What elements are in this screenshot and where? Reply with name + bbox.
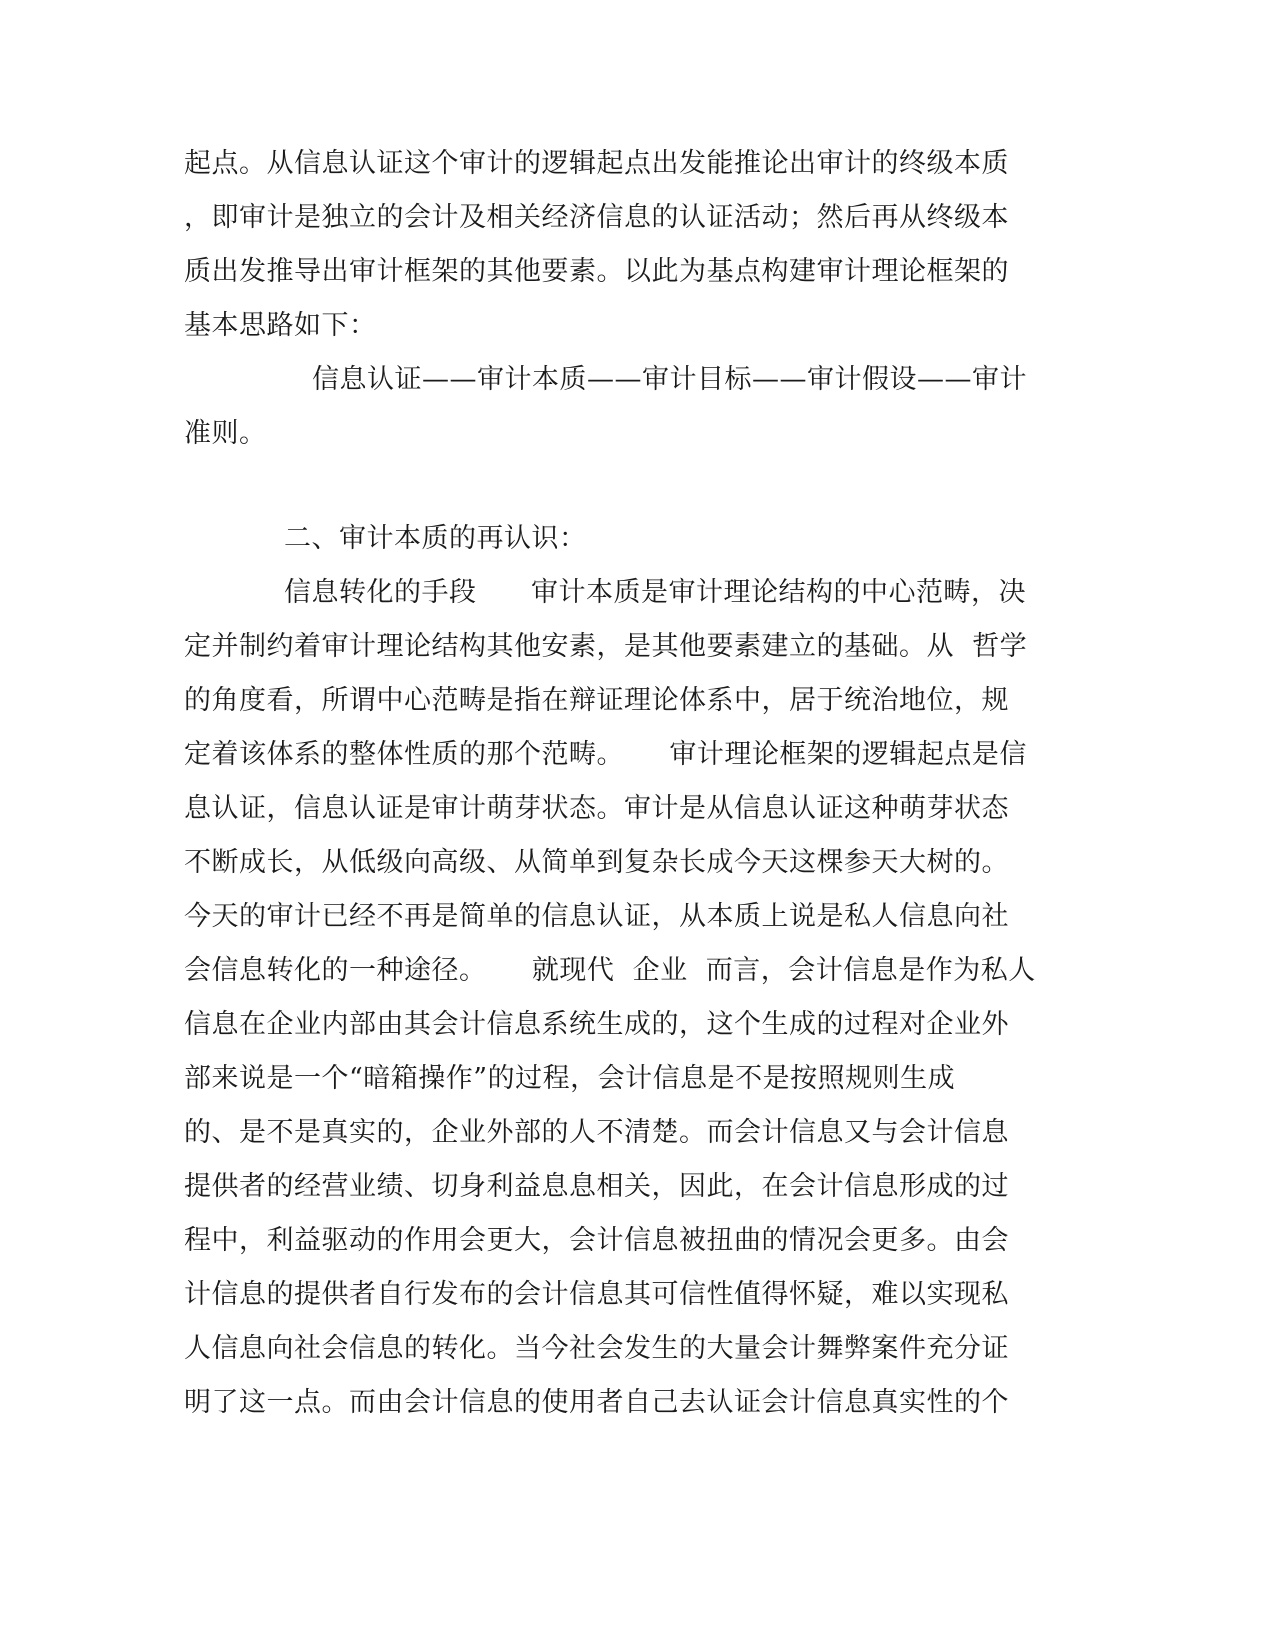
text-line-8: 信息转化的手段 审计本质是审计理论结构的中心范畴，决 [284, 577, 1026, 608]
text-line-15: 会信息转化的一种途径。 就现代 企业 而言，会计信息是作为私人 [184, 955, 1036, 986]
text-line-19: 提供者的经营业绩、切身利益息息相关，因此，在会计信息形成的过 [184, 1171, 1009, 1202]
text-line-2: ，即审计是独立的会计及相关经济信息的认证活动；然后再从终级本 [184, 202, 1009, 233]
text-line-22: 人信息向社会信息的转化。当今社会发生的大量会计舞弊案件充分证 [184, 1333, 1009, 1364]
text-line-23: 明了这一点。而由会计信息的使用者自己去认证会计信息真实性的个 [184, 1387, 1009, 1418]
text-line-17: 部来说是一个“暗箱操作”的过程，会计信息是不是按照规则生成 [184, 1063, 956, 1094]
text-line-20: 程中，利益驱动的作用会更大，会计信息被扭曲的情况会更多。由会 [184, 1225, 1009, 1256]
text-line-9: 定并制约着审计理论结构其他安素，是其他要素建立的基础。从 哲学 [184, 631, 1028, 662]
text-line-16: 信息在企业内部由其会计信息系统生成的，这个生成的过程对企业外 [184, 1009, 1009, 1040]
text-line-4: 基本思路如下： [184, 310, 377, 341]
text-line-21: 计信息的提供者自行发布的会计信息其可信性值得怀疑，难以实现私 [184, 1279, 1009, 1310]
text-line-11: 定着该体系的整体性质的那个范畴。 审计理论框架的逻辑起点是信 [184, 739, 1027, 770]
text-line-18: 的、是不是真实的，企业外部的人不清楚。而会计信息又与会计信息 [184, 1117, 1009, 1148]
text-line-10: 的角度看，所谓中心范畴是指在辩证理论体系中，居于统治地位，规 [184, 685, 1009, 716]
text-line-1: 起点。从信息认证这个审计的逻辑起点出发能推论出审计的终级本质 [184, 148, 1009, 179]
text-line-3: 质出发推导出审计框架的其他要素。以此为基点构建审计理论框架的 [184, 256, 1009, 287]
text-line-14: 今天的审计已经不再是简单的信息认证，从本质上说是私人信息向社 [184, 901, 1009, 932]
section-heading: 二、审计本质的再认识： [284, 523, 587, 554]
framework-sequence: 信息认证——审计本质——审计目标——审计假设——审计 [312, 364, 1027, 395]
text-line-13: 不断成长，从低级向高级、从简单到复杂长成今天这棵参天大树的。 [184, 847, 1009, 878]
text-line-6: 准则。 [184, 418, 267, 449]
text-line-12: 息认证，信息认证是审计萌芽状态。审计是从信息认证这种萌芽状态 [184, 793, 1009, 824]
